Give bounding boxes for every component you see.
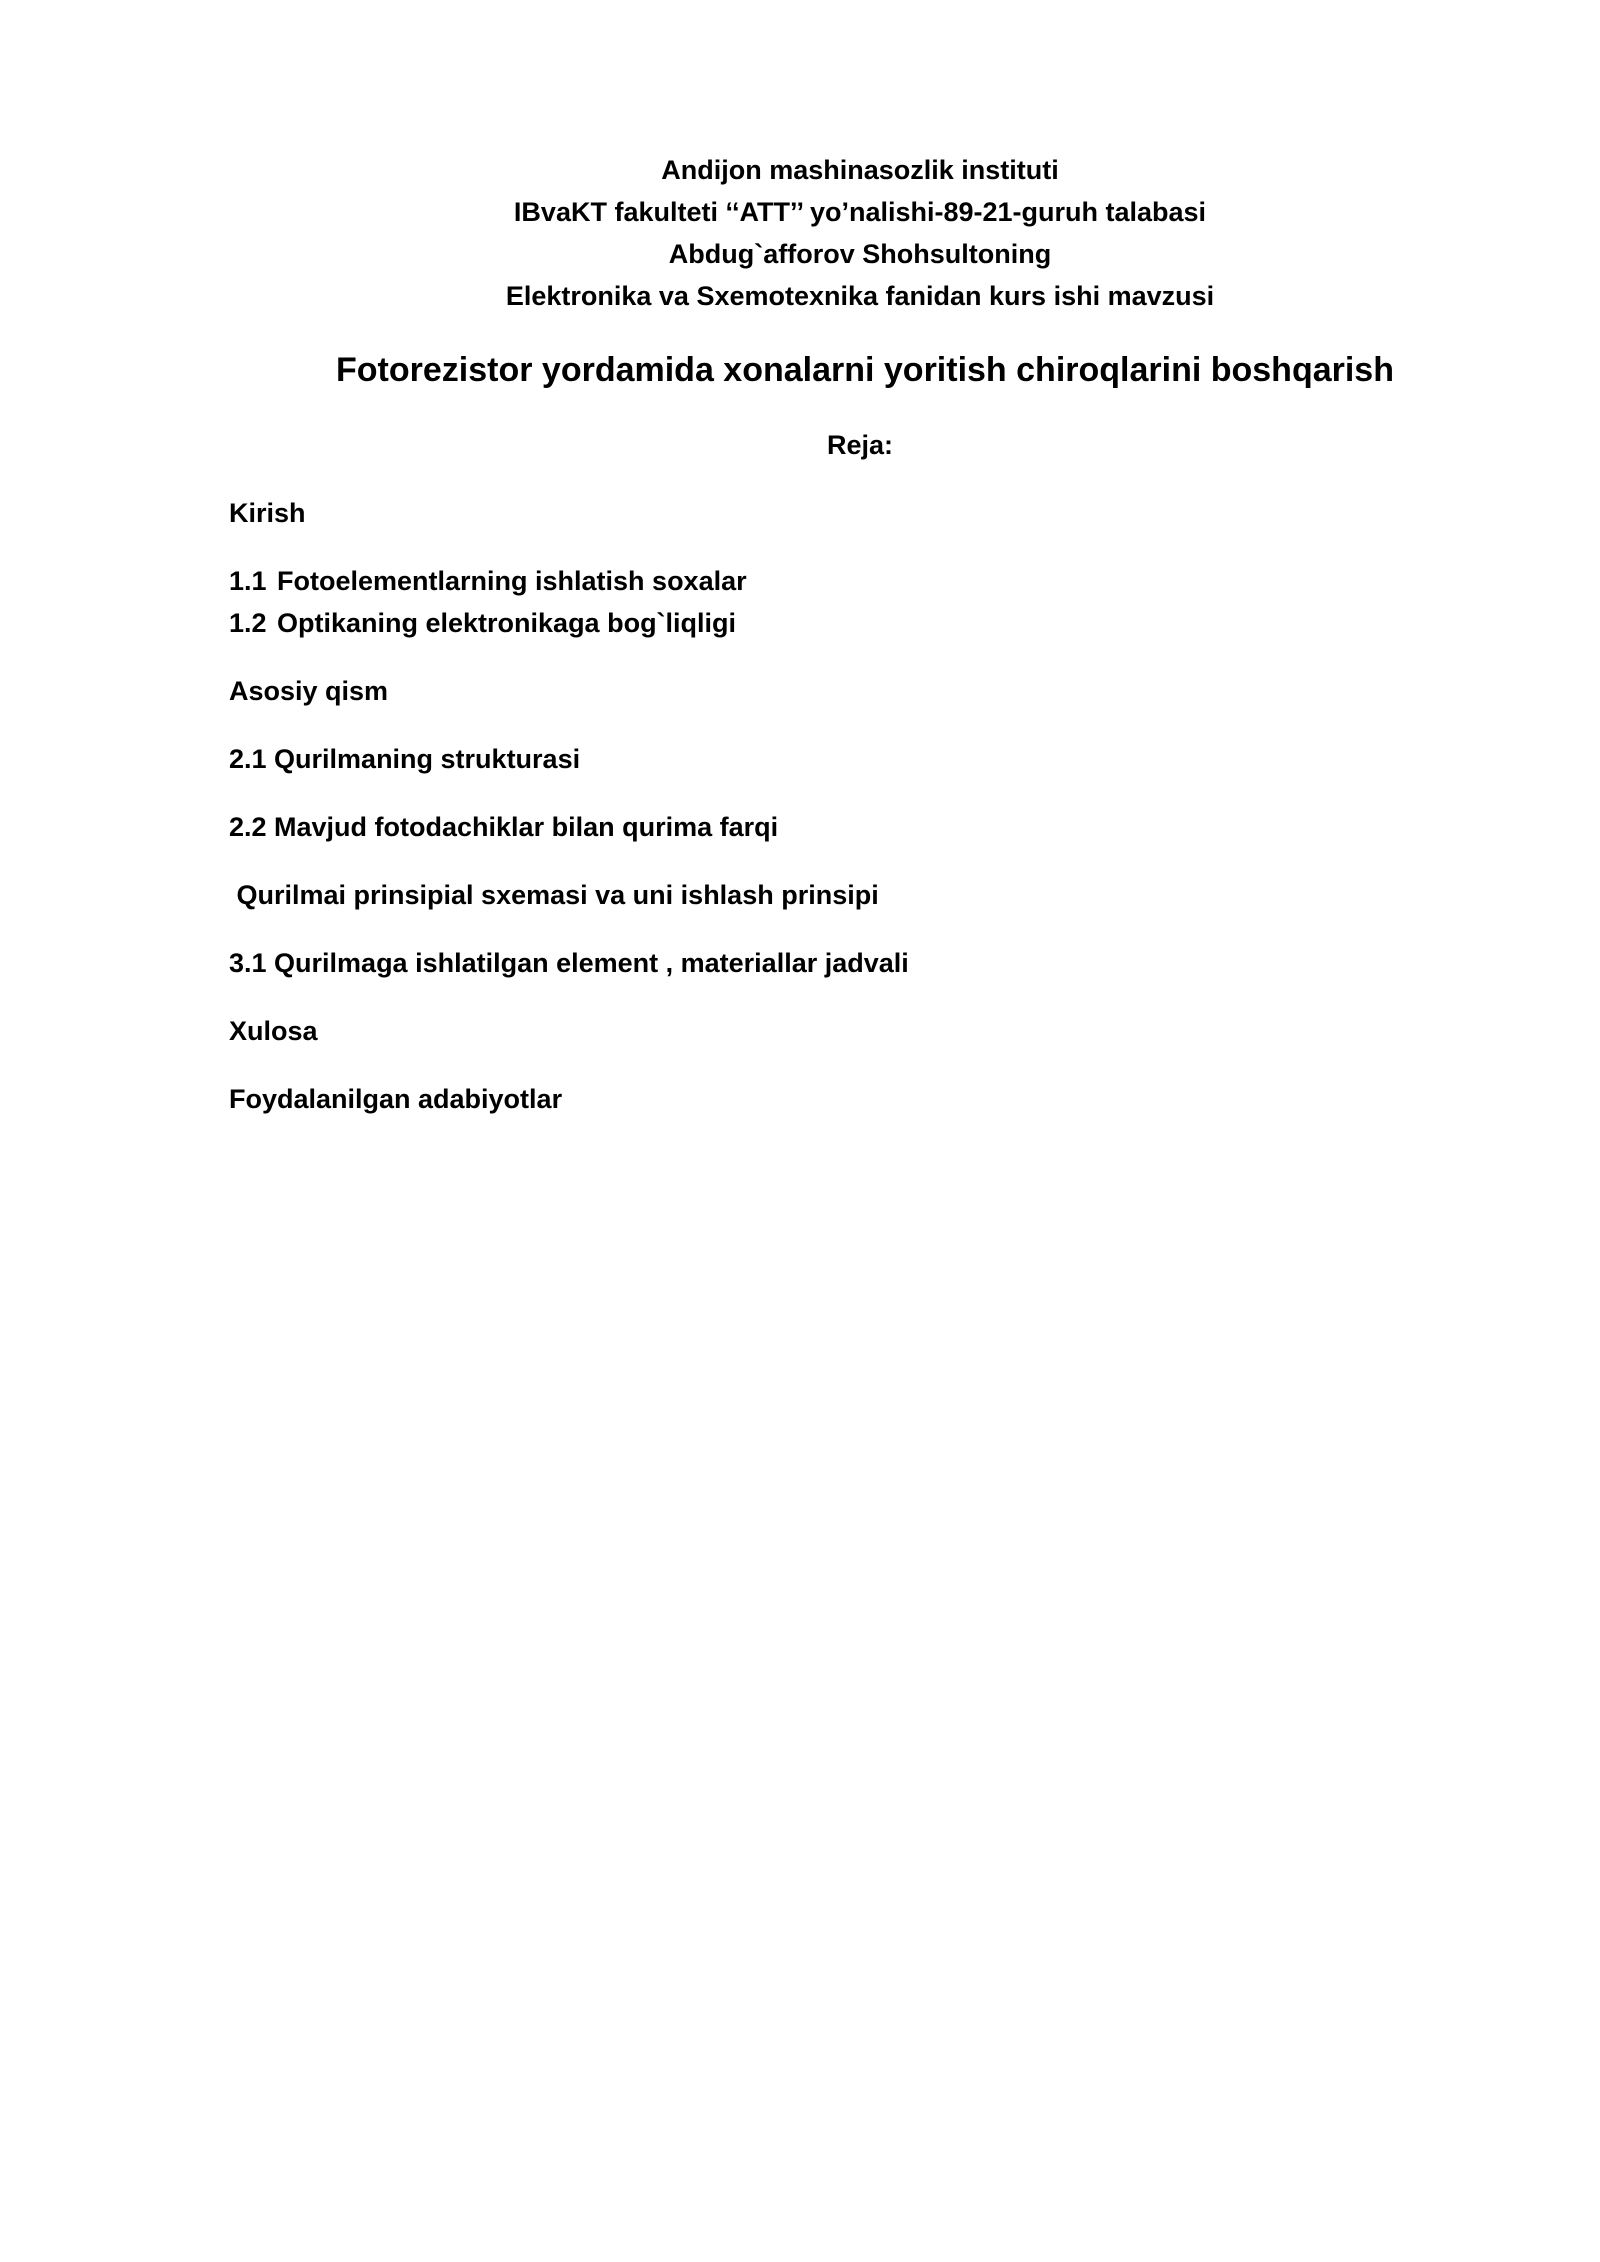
- toc-number: 1.2: [229, 608, 267, 638]
- student-line: Abdug`afforov Shohsultoning: [668, 239, 1052, 269]
- toc-references: Foydalanilgan adabiyotlar: [229, 1084, 563, 1114]
- toc-text: Optikaning elektronikaga bog`liqligi: [277, 608, 737, 638]
- toc-item-3-1: 3.1 Qurilmaga ishlatilgan element , materiallar jadvali: [229, 948, 909, 978]
- toc-number: 1.1: [229, 566, 267, 596]
- toc-item-1-1: [229, 564, 747, 598]
- toc-intro: Kirish: [229, 498, 306, 528]
- plan-heading: Reja:: [826, 430, 894, 460]
- toc-item-2-1: 2.1 Qurilmaning strukturasi: [229, 744, 581, 774]
- subject-line: Elektronika va Sxemotexnika fanidan kurs ishi mavzusi: [505, 281, 1215, 311]
- toc-text: Fotoelementlarning ishlatish soxalar: [277, 566, 747, 596]
- faculty-line: IBvaKT fakulteti ‘‘ATT’’ yo’nalishi-89-21-guruh talabasi: [513, 197, 1207, 227]
- toc-schema: Qurilmai prinsipial sxemasi va uni ishlash prinsipi: [229, 880, 879, 910]
- document-title: Fotorezistor yordamida xonalarni yoritish chiroqlarini boshqarish: [336, 351, 1394, 389]
- toc-item-2-2: 2.2 Mavjud fotodachiklar bilan qurima farqi: [229, 812, 779, 842]
- toc-main-part: Asosiy qism: [229, 676, 389, 706]
- institute-line: Andijon mashinasozlik instituti: [661, 155, 1059, 185]
- toc-item-1-2: [229, 606, 736, 640]
- toc-conclusion: Xulosa: [229, 1016, 318, 1046]
